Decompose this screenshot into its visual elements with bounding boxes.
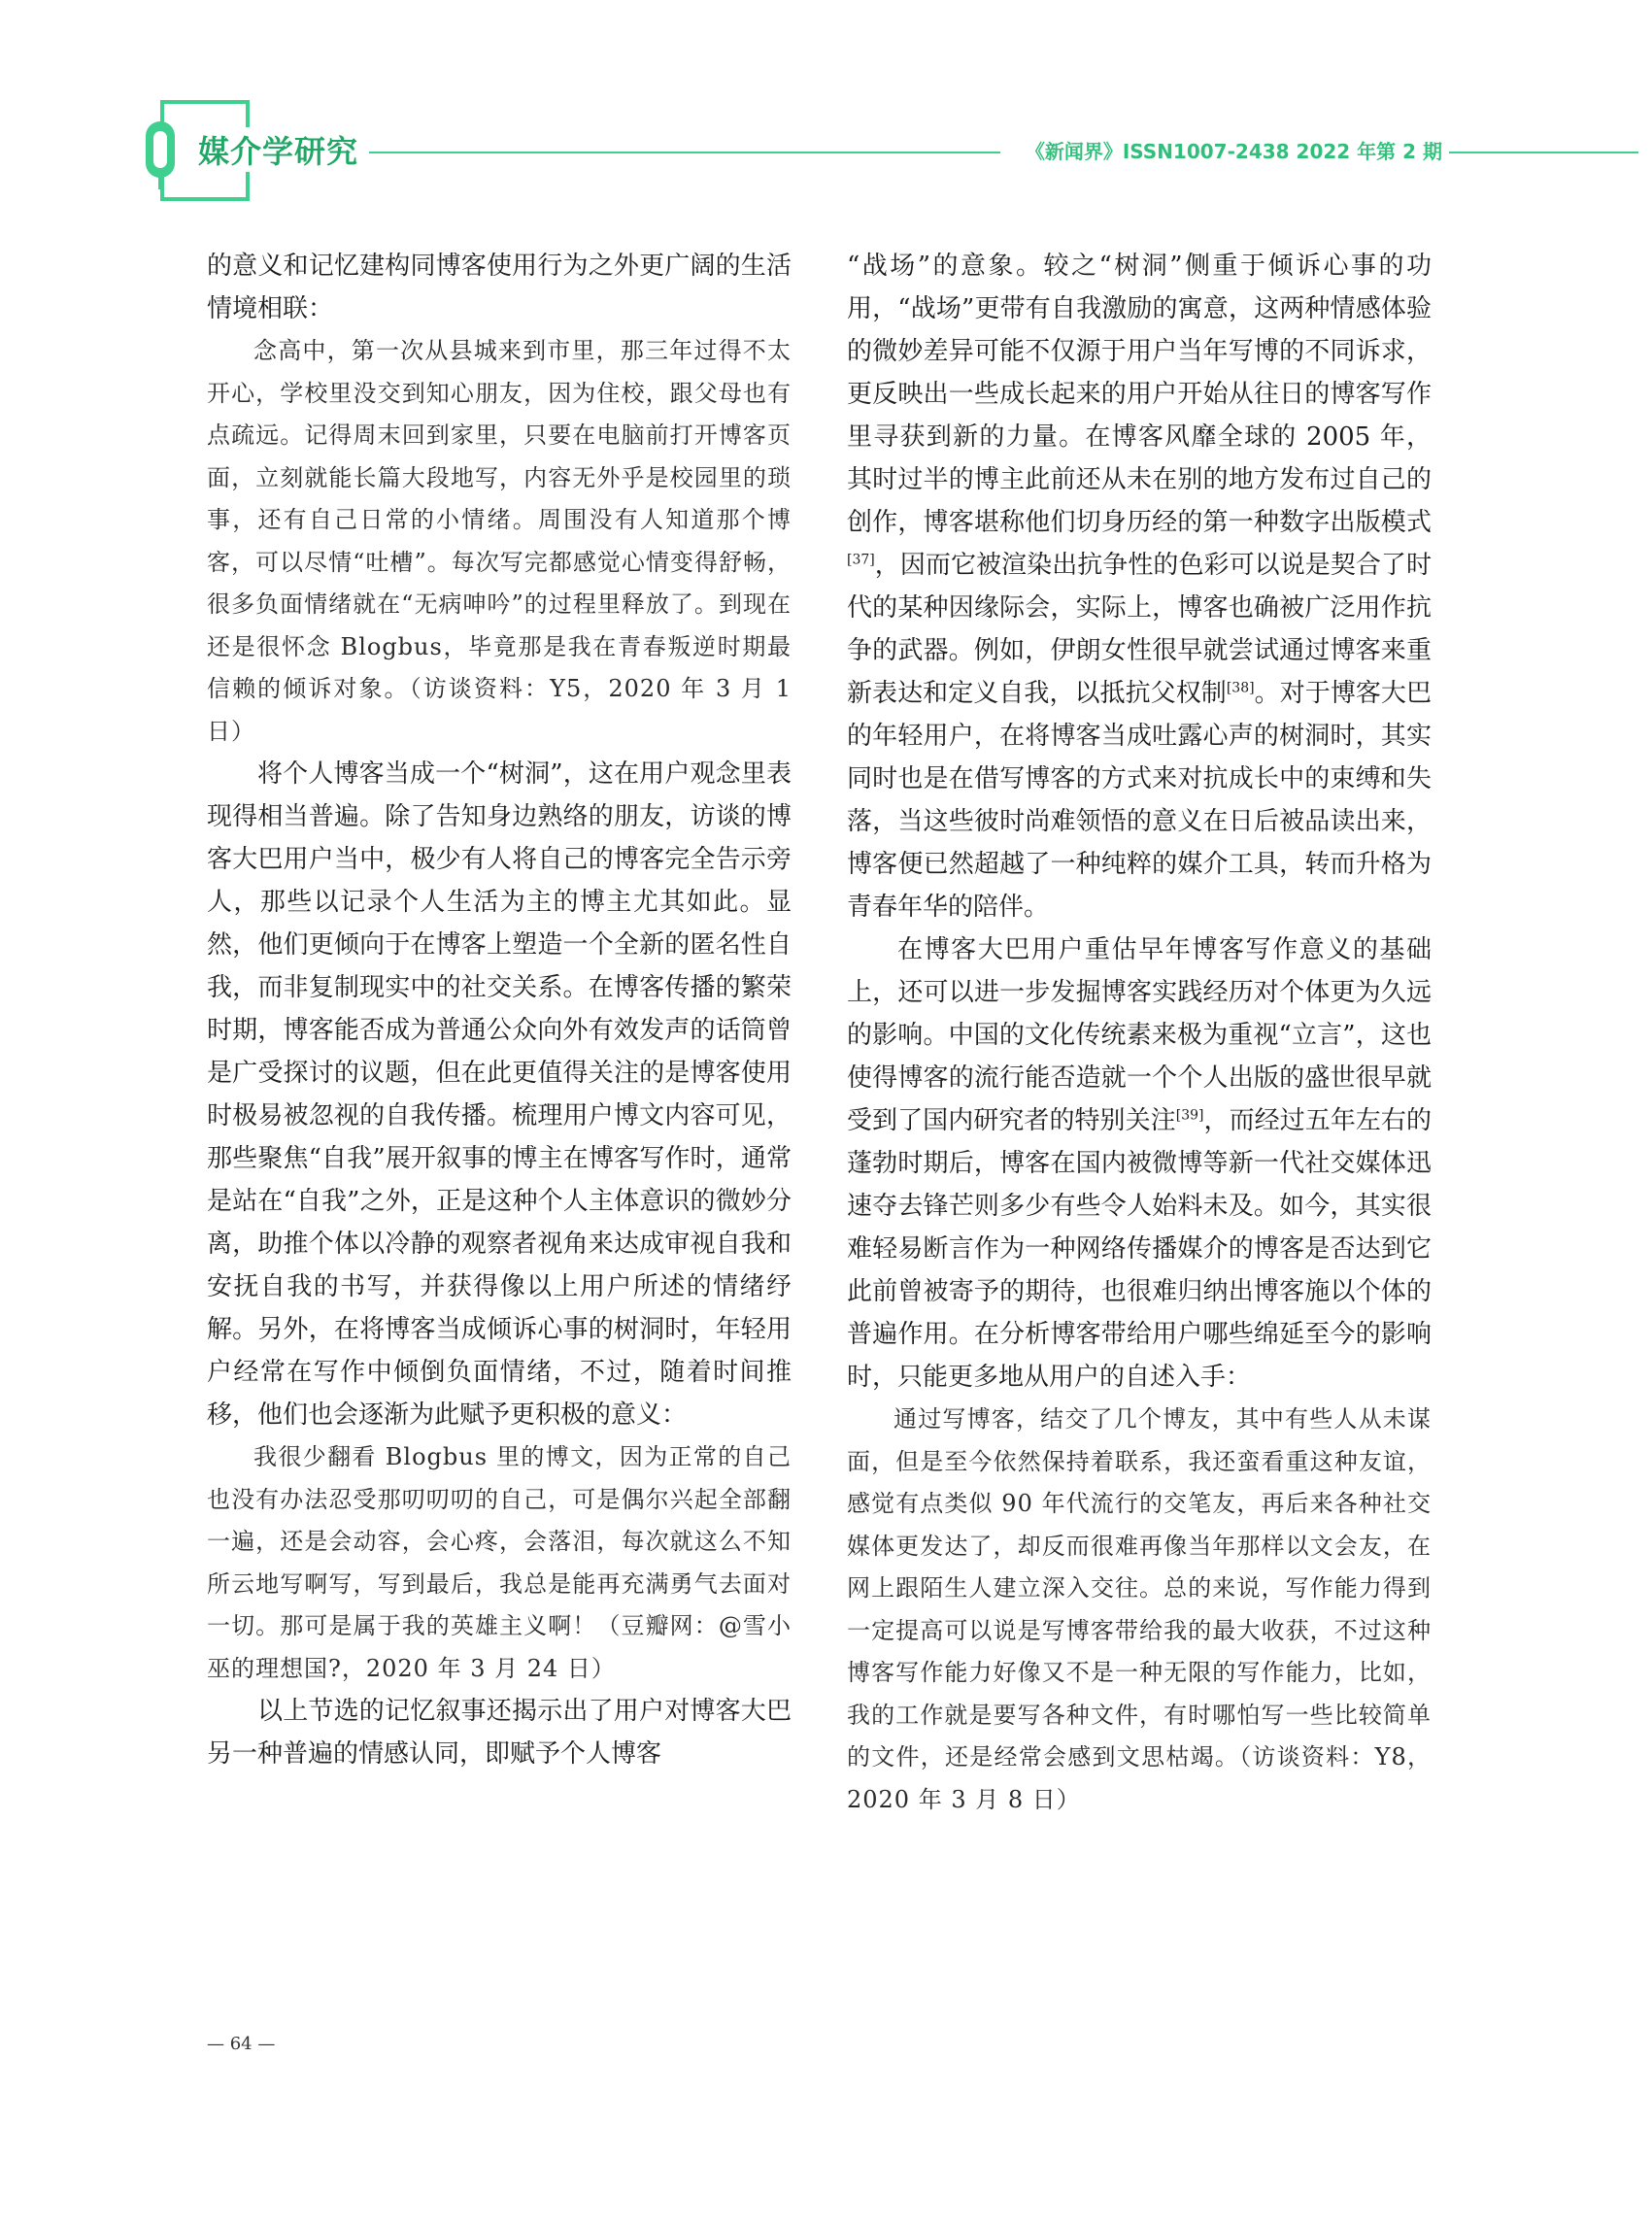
microphone-stand [158, 176, 162, 189]
paragraph: 的意义和记忆建构同博客使用行为之外更广阔的生活情境相联： [207, 252, 792, 323]
text-run: 。对于博客大巴的年轻用户，在将博客当成吐露心声的树洞时，其实同时也是在借写博客的方式来对抗成长中的束缚和失落，当这些彼时尚难领悟的意义在日后被品读出来，博客便已然超越了一种纯粹的媒介工具，转而升格为青春年华的陪伴。 [847, 679, 1432, 922]
text-run: ，而经过五年左右的蓬勃时期后，博客在国内被微博等新一代社交媒体迅速夺去锋芒则多少有些令人始料未及。如今，其实很难轻易断言作为一种网络传播媒介的博客是否达到它此前曾被寄予的期待，也很难归纳出博客施以个体的普遍作用。在分析博客带给用户哪些绵延至今的影响时，只能更多地从用户的自述入手： [847, 1106, 1432, 1392]
interview-quote: 我很少翻看 Blogbus 里的博文，因为正常的自己也没有办法忍受那叨叨叨的自己，可是偶尔兴起全部翻一遍，还是会动容，会心疼，会落泪，每次就这么不知所云地写啊写，写到最后，我总是能再充满勇气去面对一切。那可是属于我的英雄主义啊！（豆瓣网：@雪小巫的理想国?，2020 年 3 月 24 日） [207, 1443, 792, 1682]
paragraph: 将个人博客当成一个“树洞”，这在用户观念里表现得相当普遍。除了告知身边熟络的朋友，访谈的博客大巴用户当中，极少有人将自己的博客完全告示旁人，那些以记录个人生活为主的博主尤其如此。显然，他们更倾向于在博客上塑造一个全新的匿名性自我，而非复制现实中的社交关系。在博客传播的繁荣时期，博客能否成为普通公众向外有效发声的话筒曾是广受探讨的议题，但在此更值得关注的是博客使用时极易被忽视的自我传播。梳理用户博文内容可见，那些聚焦“自我”展开叙事的博主在博客写作时，通常是站在“自我”之外，正是这种个人主体意识的微妙分离，助推个体以冷静的观察者视角来达成审视自我和安抚自我的书写，并获得像以上用户所述的情绪纾解。另外，在将博客当成倾诉心事的树洞时，年轻用户经常在写作中倾倒负面情绪，不过，随着时间推移，他们也会逐渐为此赋予更积极的意义： [207, 759, 792, 1430]
right-column [847, 245, 1432, 1821]
text-run: “战场”的意象。较之“树洞”侧重于倾诉心事的功用，“战场”更带有自我激励的寓意，这两种情感体验的微妙差异可能不仅源于用户当年写博的不同诉求，更反映出一些成长起来的用户开始从往日的博客写作里寻获到新的力量。在博客风靡全球的 2005 年，其时过半的博主此前还从未在别的地方发布过自己的创作，博客堪称他们切身历经的第一种数字出版模式 [847, 252, 1432, 537]
text-run: 在博客大巴用户重估早年博客写作意义的基础上，还可以进一步发掘博客实践经历对个体更为久远的影响。中国的文化传统素来极为重视“立言”，这也使得博客的流行能否造就一个个人出版的盛世很早就受到了国内研究者的特别关注 [847, 935, 1432, 1135]
microphone-icon [146, 121, 175, 178]
text-run: ，因而它被渲染出抗争性的色彩可以说是契合了时代的某种因缘际会，实际上，博客也确被广泛用作抗争的武器。例如，伊朗女性很早就尝试通过博客来重新表达和定义自我，以抵抗父权制 [847, 551, 1432, 708]
text-run: 通过写博客，结交了几个博友，其中有些人从未谋面，但是至今依然保持着联系，我还蛮看重这种友谊，感觉有点类似 90 年代流行的交笔友，再后来各种社交媒体更发达了，却反而很难再像当年那样以文会友，在网上跟陌生人建立深入交往。总的来说，写作能力得到一定提高可以说是写博客带给我的最大收获，不过这种博客写作能力好像又不是一种无限的写作能力，比如，我的工作就是要写各种文件，有时哪怕写一些比较简单的文件，还是经常会感到文思枯竭。（访谈资料：Y8，2020 年 3 月 8 日） [847, 1405, 1432, 1813]
citation-ref: [39] [1175, 1107, 1204, 1124]
paragraph: 以上节选的记忆叙事还揭示出了用户对博客大巴另一种普遍的情感认同，即赋予个人博客 [207, 1697, 792, 1769]
interview-quote: 念高中，第一次从县城来到市里，那三年过得不太开心，学校里没交到知心朋友，因为住校，跟父母也有点疏远。记得周末回到家里，只要在电脑前打开博客页面，立刻就能长篇大段地写，内容无外乎是校园里的琐事，还有自己日常的小情绪。周围没有人知道那个博客，可以尽情“吐槽”。每次写完都感觉心情变得舒畅，很多负面情绪就在“无病呻吟”的过程里释放了。到现在还是很怀念 Blogbus，毕竟那是我在青春叛逆时期最信赖的倾诉对象。（访谈资料：Y5，2020 年 3 月 1 日） [207, 337, 792, 745]
paragraph [847, 245, 1432, 928]
header-rule-left [369, 152, 1000, 153]
interview-quote [847, 1399, 1432, 1821]
left-column [207, 245, 792, 1775]
paragraph [847, 928, 1432, 1399]
section-title: 媒介学研究 [198, 127, 364, 172]
page-number: — 64 — [207, 2034, 276, 2054]
citation-ref: [37] [847, 552, 875, 568]
citation-ref: [38] [1226, 680, 1255, 696]
header-rule-right [1449, 152, 1638, 153]
journal-info: 《新闻界》ISSN1007-2438 2022 年第 2 期 [1025, 140, 1442, 163]
